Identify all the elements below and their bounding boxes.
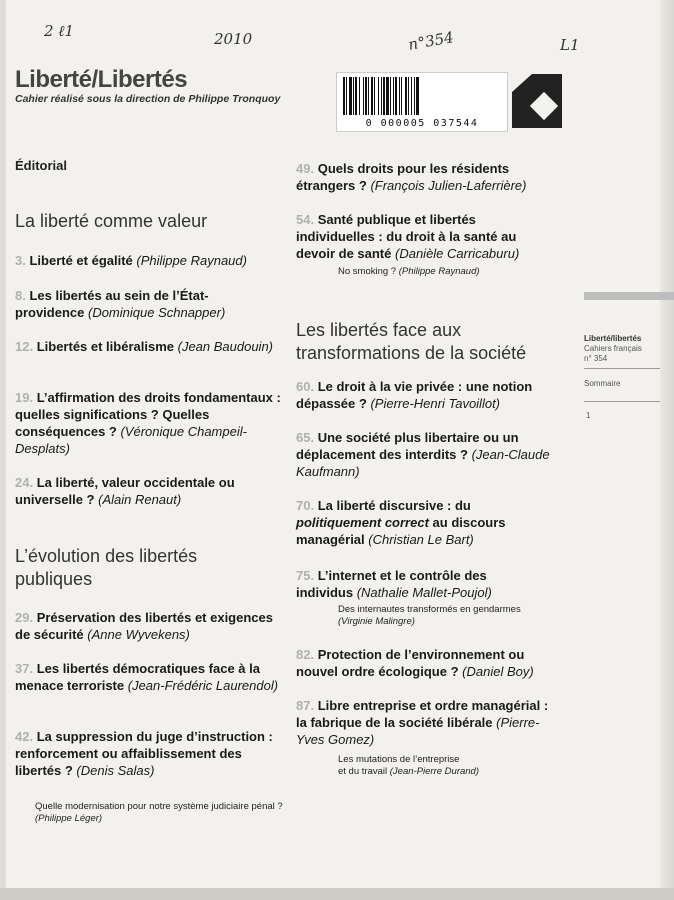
toc-entry: 24. La liberté, valeur occidentale ou universelle ? (Alain Renaut) [15, 475, 235, 507]
toc-subentry: Les mutations de l’entreprise et du travail (Jean-Pierre Durand) [338, 754, 479, 777]
editorial-heading: Éditorial [15, 158, 68, 173]
toc-subentry: No smoking ? (Philippe Raynaud) [338, 266, 480, 277]
section-heading-2: L’évolution des libertés publiques [15, 546, 198, 589]
page-edge-left [0, 0, 6, 900]
toc-entry: 3. Liberté et égalité (Philippe Raynaud) [15, 253, 247, 268]
section-heading-3: Les libertés face aux transformations de la société [296, 320, 527, 363]
toc-entry: 54. Santé publique et libertés individuelles : du droit à la santé au devoir de santé (Danièle Carricaburu) [296, 212, 520, 261]
barcode-bars [343, 77, 501, 115]
page-edge-bottom [0, 888, 674, 900]
page-edge-right [660, 0, 674, 900]
sidebar-bar [584, 292, 674, 300]
toc-entry: 87. Libre entreprise et ordre managérial : la fabrique de la société libérale (Pierre-Yves Gomez) [296, 698, 549, 747]
handwritten-note-right: L1 [560, 36, 580, 54]
toc-entry: 42. La suppression du juge d’instruction : renforcement ou affaiblissement des libertés ? (Denis Salas) [15, 729, 273, 778]
sidebar-rule [584, 401, 660, 402]
toc-entry: 19. L’affirmation des droits fondamentaux : quelles significations ? Quelles conséquences ? (Véronique Champeil-Desplats) [15, 390, 281, 456]
page-number: 1 [586, 411, 591, 420]
toc-subentry: Quelle modernisation pour notre système judiciaire pénal ? (Philippe Léger) [35, 801, 283, 824]
toc-subentry: Des internautes transformés en gendarmes (Virginie Malingre) [338, 604, 521, 627]
sidebar-rule [584, 368, 660, 369]
handwritten-note-left: 2 ℓ1 [44, 22, 75, 40]
toc-entry: 8. Les libertés au sein de l’État-providence (Dominique Schnapper) [15, 288, 226, 320]
handwritten-number: n°354 [406, 28, 456, 54]
toc-entry: 37. Les libertés démocratiques face à la menace terroriste (Jean-Frédéric Laurendol) [15, 661, 279, 693]
page-subtitle: Cahier réalisé sous la direction de Philippe Tronquoy [15, 93, 281, 105]
sidebar-header: Liberté/libertés Cahiers français n° 354 [584, 334, 642, 363]
toc-entry: 75. L’internet et le contrôle des individus (Nathalie Mallet-Poujol) [296, 568, 492, 600]
toc-entry: 12. Libertés et libéralisme (Jean Baudouin) [15, 339, 274, 354]
page-title: Liberté/Libertés [15, 66, 188, 93]
toc-entry: 49. Quels droits pour les résidents étrangers ? (François Julien-Laferrière) [296, 161, 527, 193]
barcode-number: 0 000005 037544 [365, 118, 479, 129]
toc-entry: 82. Protection de l’environnement ou nouvel ordre écologique ? (Daniel Boy) [296, 647, 534, 679]
publisher-logo [512, 74, 562, 128]
sidebar-sommaire: Sommaire [584, 379, 621, 388]
toc-entry: 60. Le droit à la vie privée : une notion dépassée ? (Pierre-Henri Tavoillot) [296, 379, 533, 411]
toc-entry: 65. Une société plus libertaire ou un déplacement des interdits ? (Jean-Claude Kaufmann) [296, 430, 550, 479]
section-heading-1: La liberté comme valeur [15, 211, 208, 231]
barcode [336, 72, 508, 132]
toc-entry: 70. La liberté discursive : du politiquement correct au discours managérial (Christian Le Bart) [296, 498, 506, 547]
toc-entry: 29. Préservation des libertés et exigences de sécurité (Anne Wyvekens) [15, 610, 273, 642]
handwritten-year: 2010 [214, 30, 253, 48]
